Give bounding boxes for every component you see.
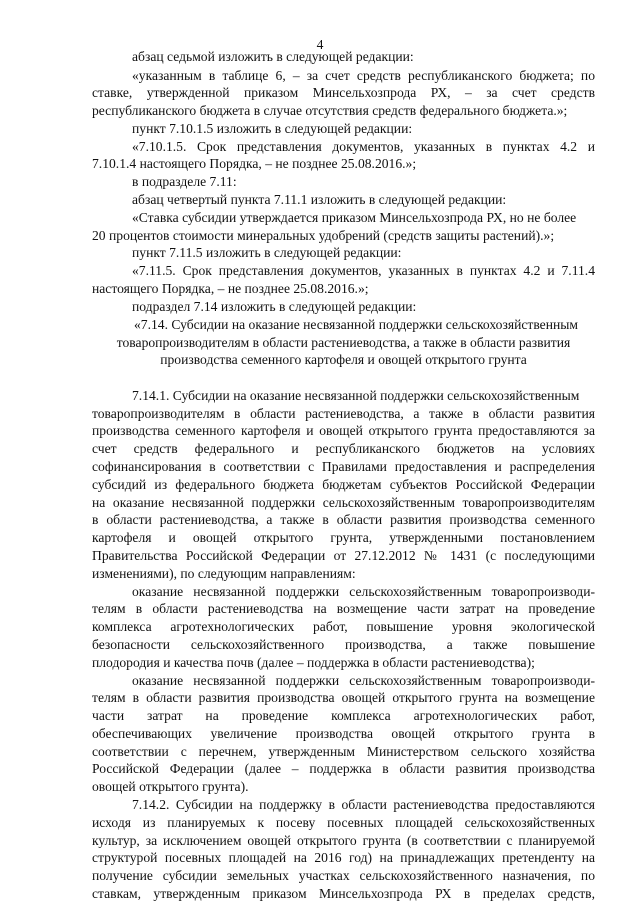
text-line: безопасности сельскохозяйственного производства, а также повышение [92, 637, 595, 652]
text-line: телям в области развития производства овощей открытого грунта на возмещение [92, 690, 595, 705]
text-line: настоящего Порядка, – не позднее 25.08.2016.»; [92, 281, 369, 296]
text-line: софинансирования в соответствии с Правилами предоставления и распределения [92, 459, 595, 474]
page-number: 4 [316, 37, 324, 52]
text-line: части затрат на проведение комплекса агротехнологических работ, [92, 708, 595, 723]
text-line: товаропроизводителям в области растениеводства, а также в области развития [92, 406, 595, 421]
text-line: Российской Федерации (далее – поддержка в области развития производства [92, 761, 595, 776]
text-line: исходя из планируемых к посеву посевных площадей сельскохозяйственных [92, 815, 595, 830]
text-line: Правительства Российской Федерации от 27.12.2012 № 1431 (с последующими [92, 548, 595, 563]
text-line: культур, за исключением овощей открытого грунта (в соответствии с планируемой [92, 833, 595, 848]
text-line: соответствии с перечнем, утвержденным Министерством сельского хозяйства [92, 744, 595, 759]
text-line: телям в области растениеводства на возмещение части затрат на проведение [92, 601, 595, 616]
text-line: «Ставка субсидии утверждается приказом Минсельхозпрода РХ, но не более [132, 210, 577, 225]
text-line: пункт 7.10.1.5 изложить в следующей редакции: [132, 121, 413, 136]
section-heading-line: товаропроизводителям в области растениеводства, а также в области развития [116, 335, 571, 350]
text-line: изменениями), по следующим направлениям: [92, 566, 356, 581]
text-line: получение субсидии земельных участках сельскохозяйственного назначения, по [92, 868, 595, 883]
text-line: абзац четвертый пункта 7.11.1 изложить в следующей редакции: [132, 192, 507, 207]
text-line: республиканского бюджета в случае отсутствия средств федерального бюджета.»; [92, 103, 568, 118]
text-line: 7.14.2. Субсидии на поддержку в области растениеводства предоставляются [132, 797, 595, 812]
text-line: 20 процентов стоимости минеральных удобрений (средств защиты растений).»; [92, 228, 555, 243]
text-line: субсидий из федерального бюджета бюджетам субъектов Российской Федерации [92, 477, 595, 492]
text-line: «7.11.5. Срок представления документов, указанных в пунктах 4.2 и 7.11.4 [132, 263, 595, 278]
text-line: ставке, утвержденной приказом Минсельхозпрода РХ, – за счет средств [92, 85, 595, 100]
text-line: «7.14. Субсидии на оказание несвязанной поддержки сельскохозяйственным [134, 317, 578, 332]
text-line: счет средств федерального и республиканского бюджетов на условиях [92, 441, 595, 456]
text-line: «указанным в таблице 6, – за счет средств республиканского бюджета; по [132, 68, 595, 83]
text-line: «7.10.1.5. Срок представления документов, указанных в пунктах 4.2 и [132, 139, 595, 154]
text-line: структурой посевных площадей на 2016 год) на принадлежащих претенденту на [92, 850, 595, 865]
text-line: пункт 7.11.5 изложить в следующей редакции: [132, 245, 402, 260]
text-line: комплекса агротехнологических работ, повышение уровня экологической [92, 619, 595, 634]
text-line: обеспечивающих увеличение производства овощей открытого грунта в [92, 726, 595, 741]
text-line: в области растениеводства, а также в области развития производства семенного [92, 512, 595, 527]
text-line: оказание несвязанной поддержки сельскохозяйственным товаропроизводи- [132, 584, 595, 599]
text-line: ставкам, утвержденным приказом Минсельхозпрода РХ в пределах средств, [92, 886, 595, 901]
text-line: оказание несвязанной поддержки сельскохозяйственным товаропроизводи- [132, 673, 595, 688]
text-line: на оказание несвязанной поддержки сельскохозяйственным товаропроизводителям [92, 495, 595, 510]
text-line: абзац седьмой изложить в следующей редакции: [132, 49, 414, 64]
section-heading-line: производства семенного картофеля и овощей открытого грунта [160, 352, 527, 367]
text-line: в подразделе 7.11: [132, 174, 237, 189]
text-line: плодородия и качества почв (далее – поддержка в области растениеводства); [92, 655, 535, 670]
text-line: 7.14.1. Субсидии на оказание несвязанной поддержки сельскохозяйственным [132, 388, 580, 403]
text-line: производства семенного картофеля и овощей открытого грунта предоставляются за [92, 423, 595, 438]
text-line: подраздел 7.14 изложить в следующей редакции: [132, 299, 417, 314]
text-line: картофеля и овощей открытого грунта, утвержденными постановлением [92, 530, 595, 545]
text-line: овощей открытого грунта). [92, 779, 249, 794]
text-line: 7.10.1.4 настоящего Порядка, – не позднее 25.08.2016.»; [92, 156, 417, 171]
